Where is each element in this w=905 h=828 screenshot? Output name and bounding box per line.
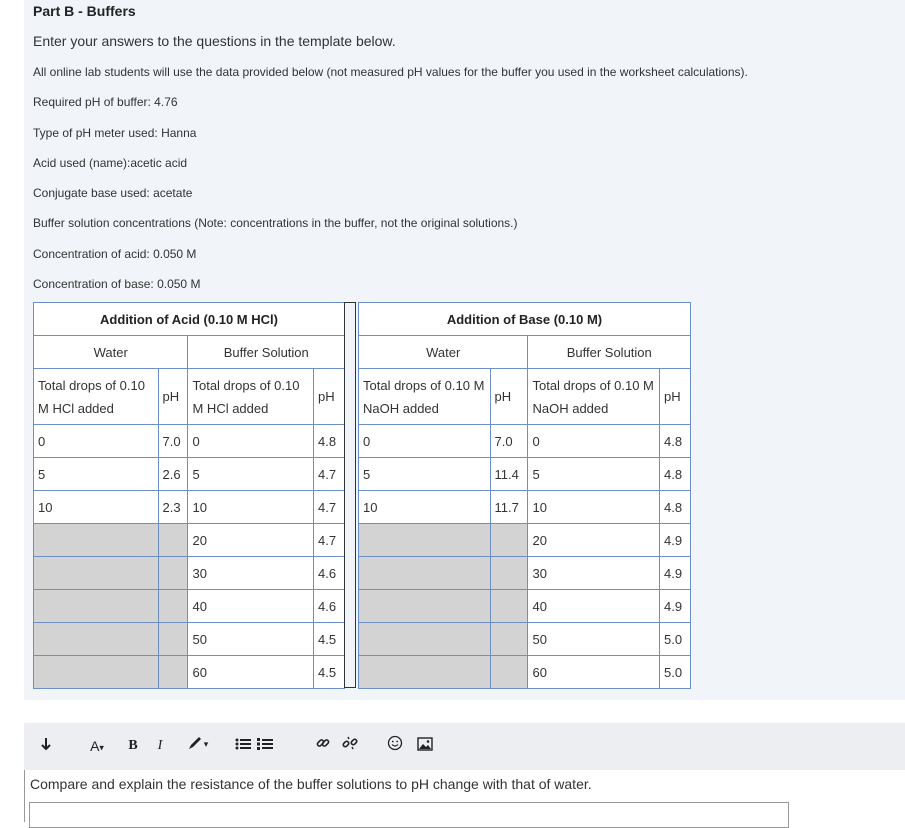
base-buffer-header: Buffer Solution xyxy=(528,336,691,369)
acid-table-cell: 30 xyxy=(188,557,314,590)
numbered-list-icon[interactable] xyxy=(256,735,274,757)
info-line: Acid used (name):acetic acid xyxy=(33,156,188,170)
base-table-row xyxy=(359,623,691,656)
italic-icon[interactable]: I xyxy=(157,738,163,753)
text-color-icon[interactable]: ▾ xyxy=(184,735,210,757)
base-table-cell xyxy=(490,524,528,557)
instruction-text: Enter your answers to the questions in the template below. xyxy=(33,33,396,49)
base-table-cell: 5.0 xyxy=(660,656,691,689)
acid-table-cell xyxy=(158,656,188,689)
acid-table-cell: 0 xyxy=(188,425,314,458)
base-table-row xyxy=(359,491,691,524)
acid-water-header: Water xyxy=(34,336,188,369)
acid-table-cell: 4.5 xyxy=(314,623,345,656)
info-line: Concentration of acid: 0.050 M xyxy=(33,247,197,261)
acid-table-cell: 60 xyxy=(188,656,314,689)
base-table-cell xyxy=(490,557,528,590)
base-table-cell: 10 xyxy=(528,491,660,524)
acid-table-cell xyxy=(34,590,159,623)
acid-table-cell: 4.6 xyxy=(314,557,345,590)
bold-icon[interactable]: B xyxy=(128,738,138,753)
base-table-cell xyxy=(359,590,491,623)
acid-table-cell: 7.0 xyxy=(158,425,188,458)
acid-table-cell: 2.6 xyxy=(158,458,188,491)
acid-table-cell: 4.7 xyxy=(314,524,345,557)
info-line: All online lab students will use the data provided below (not measured pH values for the buffer you used in the worksheet calculations). xyxy=(33,65,748,79)
base-addition-table xyxy=(358,302,691,689)
base-table-cell xyxy=(359,557,491,590)
acid-table-row xyxy=(34,557,345,590)
editor-left-border xyxy=(24,770,25,822)
info-line: Conjugate base used: acetate xyxy=(33,186,193,200)
base-table-cell: 0 xyxy=(359,425,491,458)
font-size-icon[interactable]: A▾ xyxy=(90,738,104,754)
base-table-cell xyxy=(359,623,491,656)
base-water-drops-header: Total drops of 0.10 M NaOH added xyxy=(359,369,491,425)
base-table-row xyxy=(359,458,691,491)
acid-addition-table xyxy=(33,302,345,689)
bullet-list-icon[interactable] xyxy=(234,735,252,757)
base-table-row xyxy=(359,590,691,623)
base-table-cell: 60 xyxy=(528,656,660,689)
acid-table-cell: 20 xyxy=(188,524,314,557)
acid-water-drops-header: Total drops of 0.10 M HCl added xyxy=(34,369,159,425)
acid-table-cell xyxy=(34,656,159,689)
acid-table-cell xyxy=(158,524,188,557)
base-buffer-drops-header: Total drops of 0.10 M NaOH added xyxy=(528,369,660,425)
acid-water-ph-header: pH xyxy=(158,369,188,425)
base-table-row xyxy=(359,425,691,458)
base-table-cell: 4.8 xyxy=(660,458,691,491)
acid-table-cell xyxy=(34,557,159,590)
base-table-cell: 5.0 xyxy=(660,623,691,656)
base-table-cell: 5 xyxy=(359,458,491,491)
base-table-cell: 11.4 xyxy=(490,458,528,491)
base-table-cell: 50 xyxy=(528,623,660,656)
paragraph-icon[interactable] xyxy=(38,735,54,757)
acid-table-cell: 10 xyxy=(34,491,159,524)
acid-table-title: Addition of Acid (0.10 M HCl) xyxy=(34,303,345,336)
base-table-cell: 5 xyxy=(528,458,660,491)
acid-buffer-ph-header: pH xyxy=(314,369,345,425)
acid-table-cell xyxy=(158,557,188,590)
info-line: Concentration of base: 0.050 M xyxy=(33,277,201,291)
acid-table-cell: 5 xyxy=(188,458,314,491)
acid-table-row xyxy=(34,458,345,491)
answer-input[interactable] xyxy=(29,802,789,828)
base-table-cell: 4.8 xyxy=(660,491,691,524)
acid-table-row xyxy=(34,425,345,458)
acid-table-cell: 4.6 xyxy=(314,590,345,623)
base-table-row xyxy=(359,557,691,590)
acid-table-cell: 50 xyxy=(188,623,314,656)
acid-table-row xyxy=(34,590,345,623)
base-table-cell xyxy=(490,623,528,656)
link-icon[interactable] xyxy=(314,735,332,757)
base-table-cell: 40 xyxy=(528,590,660,623)
base-water-ph-header: pH xyxy=(490,369,528,425)
base-table-cell xyxy=(490,590,528,623)
base-table-cell: 11.7 xyxy=(490,491,528,524)
base-table-cell: 30 xyxy=(528,557,660,590)
font-size-label: A xyxy=(90,738,100,754)
base-water-header: Water xyxy=(359,336,528,369)
acid-table-cell: 4.5 xyxy=(314,656,345,689)
acid-table-cell: 4.7 xyxy=(314,491,345,524)
base-table-title: Addition of Base (0.10 M) xyxy=(359,303,691,336)
base-table-cell xyxy=(359,524,491,557)
base-table-row xyxy=(359,656,691,689)
emoji-icon[interactable] xyxy=(386,735,404,757)
base-table-cell xyxy=(490,656,528,689)
part-title: Part B - Buffers xyxy=(33,3,136,19)
acid-table-cell: 4.7 xyxy=(314,458,345,491)
acid-table-row xyxy=(34,656,345,689)
question-text: Compare and explain the resistance of the buffer solutions to pH change with that of water. xyxy=(30,776,592,792)
base-table-cell: 4.9 xyxy=(660,524,691,557)
base-table-cell: 4.8 xyxy=(660,425,691,458)
image-icon[interactable] xyxy=(416,735,434,757)
acid-table-cell: 10 xyxy=(188,491,314,524)
unlink-icon[interactable] xyxy=(341,735,359,757)
acid-buffer-drops-header: Total drops of 0.10 M HCl added xyxy=(188,369,314,425)
base-table-cell xyxy=(359,656,491,689)
acid-table-cell xyxy=(158,590,188,623)
acid-table-cell: 0 xyxy=(34,425,159,458)
acid-buffer-header: Buffer Solution xyxy=(188,336,345,369)
acid-table-cell: 2.3 xyxy=(158,491,188,524)
acid-table-cell xyxy=(34,524,159,557)
acid-table-row xyxy=(34,524,345,557)
acid-table-cell: 4.8 xyxy=(314,425,345,458)
acid-table-cell xyxy=(34,623,159,656)
acid-table-row xyxy=(34,491,345,524)
base-table-cell: 4.9 xyxy=(660,590,691,623)
base-table-row xyxy=(359,524,691,557)
base-buffer-ph-header: pH xyxy=(660,369,691,425)
base-table-cell: 10 xyxy=(359,491,491,524)
acid-table-cell xyxy=(158,623,188,656)
acid-table-cell: 40 xyxy=(188,590,314,623)
base-table-cell: 20 xyxy=(528,524,660,557)
info-line: Type of pH meter used: Hanna xyxy=(33,126,197,140)
base-table-cell: 0 xyxy=(528,425,660,458)
info-line: Buffer solution concentrations (Note: concentrations in the buffer, not the original solutions.) xyxy=(33,216,518,230)
base-table-cell: 4.9 xyxy=(660,557,691,590)
table-separator xyxy=(344,302,356,688)
editor-toolbar xyxy=(24,723,905,770)
base-table-cell: 7.0 xyxy=(490,425,528,458)
info-line: Required pH of buffer: 4.76 xyxy=(33,95,178,109)
acid-table-row xyxy=(34,623,345,656)
acid-table-cell: 5 xyxy=(34,458,159,491)
